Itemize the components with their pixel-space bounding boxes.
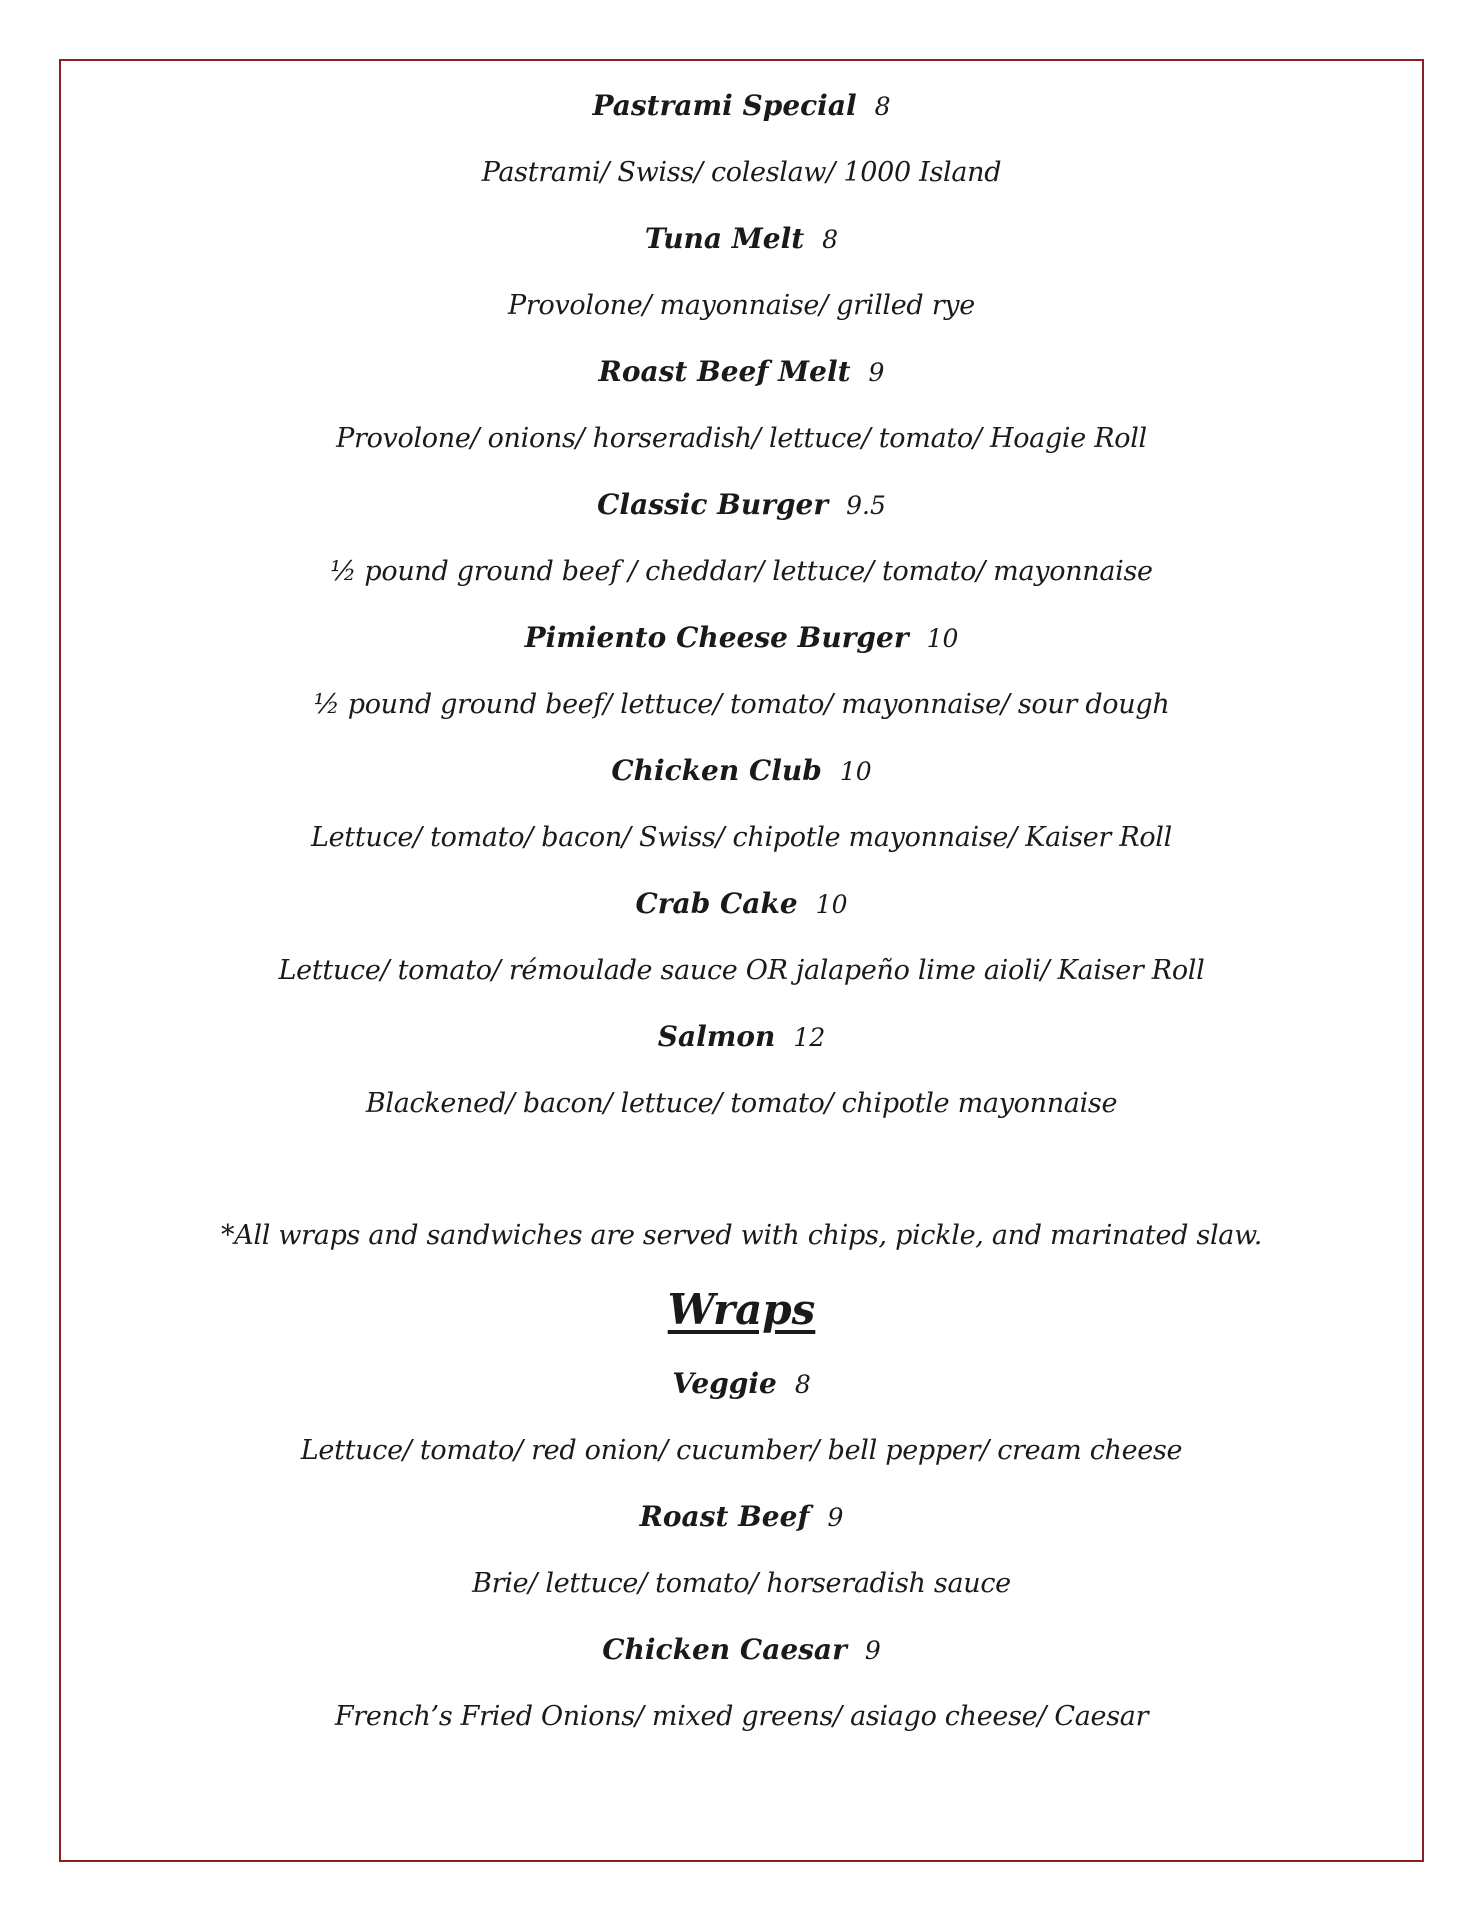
menu-item-description: Provolone/ onions/ horseradish/ lettuce/ tomato/ Hoagie Roll [336, 423, 1147, 454]
menu-item-title-line [61, 339, 1422, 406]
menu-item-name: Pimiento Cheese Burger [524, 621, 909, 654]
menu-item-description: ½ pound ground beef / cheddar/ lettuce/ tomato/ mayonnaise [330, 556, 1153, 587]
menu-item-description: Lettuce/ tomato/ bacon/ Swiss/ chipotle mayonnaise/ Kaiser Roll [311, 822, 1172, 853]
menu-item-price: 10 [815, 890, 848, 919]
menu-item [61, 472, 1422, 605]
menu-item-description: Provolone/ mayonnaise/ grilled rye [508, 290, 975, 321]
menu-item-name: Salmon [657, 1020, 776, 1053]
menu-item-description: Lettuce/ tomato/ rémoulade sauce OR jalapeño lime aioli/ Kaiser Roll [278, 955, 1205, 986]
menu-item-description: Pastrami/ Swiss/ coleslaw/ 1000 Island [481, 157, 1002, 188]
menu-item-title-line [61, 1484, 1422, 1551]
menu-item-name: Roast Beef [639, 1500, 810, 1533]
menu-item-name: Tuna Melt [644, 222, 805, 255]
menu-item-title-line [61, 738, 1422, 805]
menu-item [61, 339, 1422, 472]
menu-item-name: Roast Beef Melt [598, 355, 851, 388]
menu-item-price: 9 [864, 1636, 881, 1665]
menu-item-title-line [61, 472, 1422, 539]
menu-item-price: 8 [794, 1370, 811, 1399]
menu-item-name: Chicken Club [611, 754, 822, 787]
menu-item-description: Blackened/ bacon/ lettuce/ tomato/ chipotle mayonnaise [365, 1088, 1118, 1119]
menu-item-price: 9 [827, 1503, 844, 1532]
menu-item-price: 9 [868, 358, 885, 387]
serving-note: *All wraps and sandwiches are served with chips, pickle, and marinated slaw. [221, 1220, 1262, 1251]
menu-item-name: Crab Cake [635, 887, 798, 920]
menu-item [61, 206, 1422, 339]
menu-item [61, 73, 1422, 206]
menu-item-name: Classic Burger [597, 488, 829, 521]
menu-item-description: ½ pound ground beef/ lettuce/ tomato/ mayonnaise/ sour dough [313, 689, 1170, 720]
menu-item-name: Veggie [672, 1367, 777, 1400]
menu-item-description: French’s Fried Onions/ mixed greens/ asiago cheese/ Caesar [334, 1701, 1149, 1732]
menu-item-description: Lettuce/ tomato/ red onion/ cucumber/ bell pepper/ cream cheese [300, 1435, 1183, 1466]
menu-item [61, 871, 1422, 1004]
menu-item-price: 8 [874, 92, 891, 121]
menu-item-title-line [61, 206, 1422, 273]
menu-item-price: 9.5 [846, 491, 886, 520]
menu-item-title-line [61, 1617, 1422, 1684]
menu-item [61, 1484, 1422, 1617]
menu-item-price: 10 [839, 757, 872, 786]
menu-item [61, 1004, 1422, 1137]
menu-item-name: Pastrami Special [592, 89, 857, 122]
menu-item-title-line [61, 1004, 1422, 1071]
menu-item [61, 1617, 1422, 1750]
menu-item [61, 738, 1422, 871]
menu-item-name: Chicken Caesar [602, 1633, 847, 1666]
wraps-section-heading: Wraps [667, 1285, 816, 1334]
menu-item-price: 10 [926, 624, 959, 653]
menu-item-description: Brie/ lettuce/ tomato/ horseradish sauce [472, 1568, 1011, 1599]
menu-item [61, 605, 1422, 738]
menu-item-price: 8 [822, 225, 839, 254]
menu-page [61, 73, 1422, 1750]
menu-item [61, 1351, 1422, 1484]
menu-item-title-line [61, 73, 1422, 140]
menu-item-price: 12 [793, 1023, 826, 1052]
menu-item-title-line [61, 1351, 1422, 1418]
menu-item-title-line [61, 605, 1422, 672]
menu-item-title-line [61, 871, 1422, 938]
